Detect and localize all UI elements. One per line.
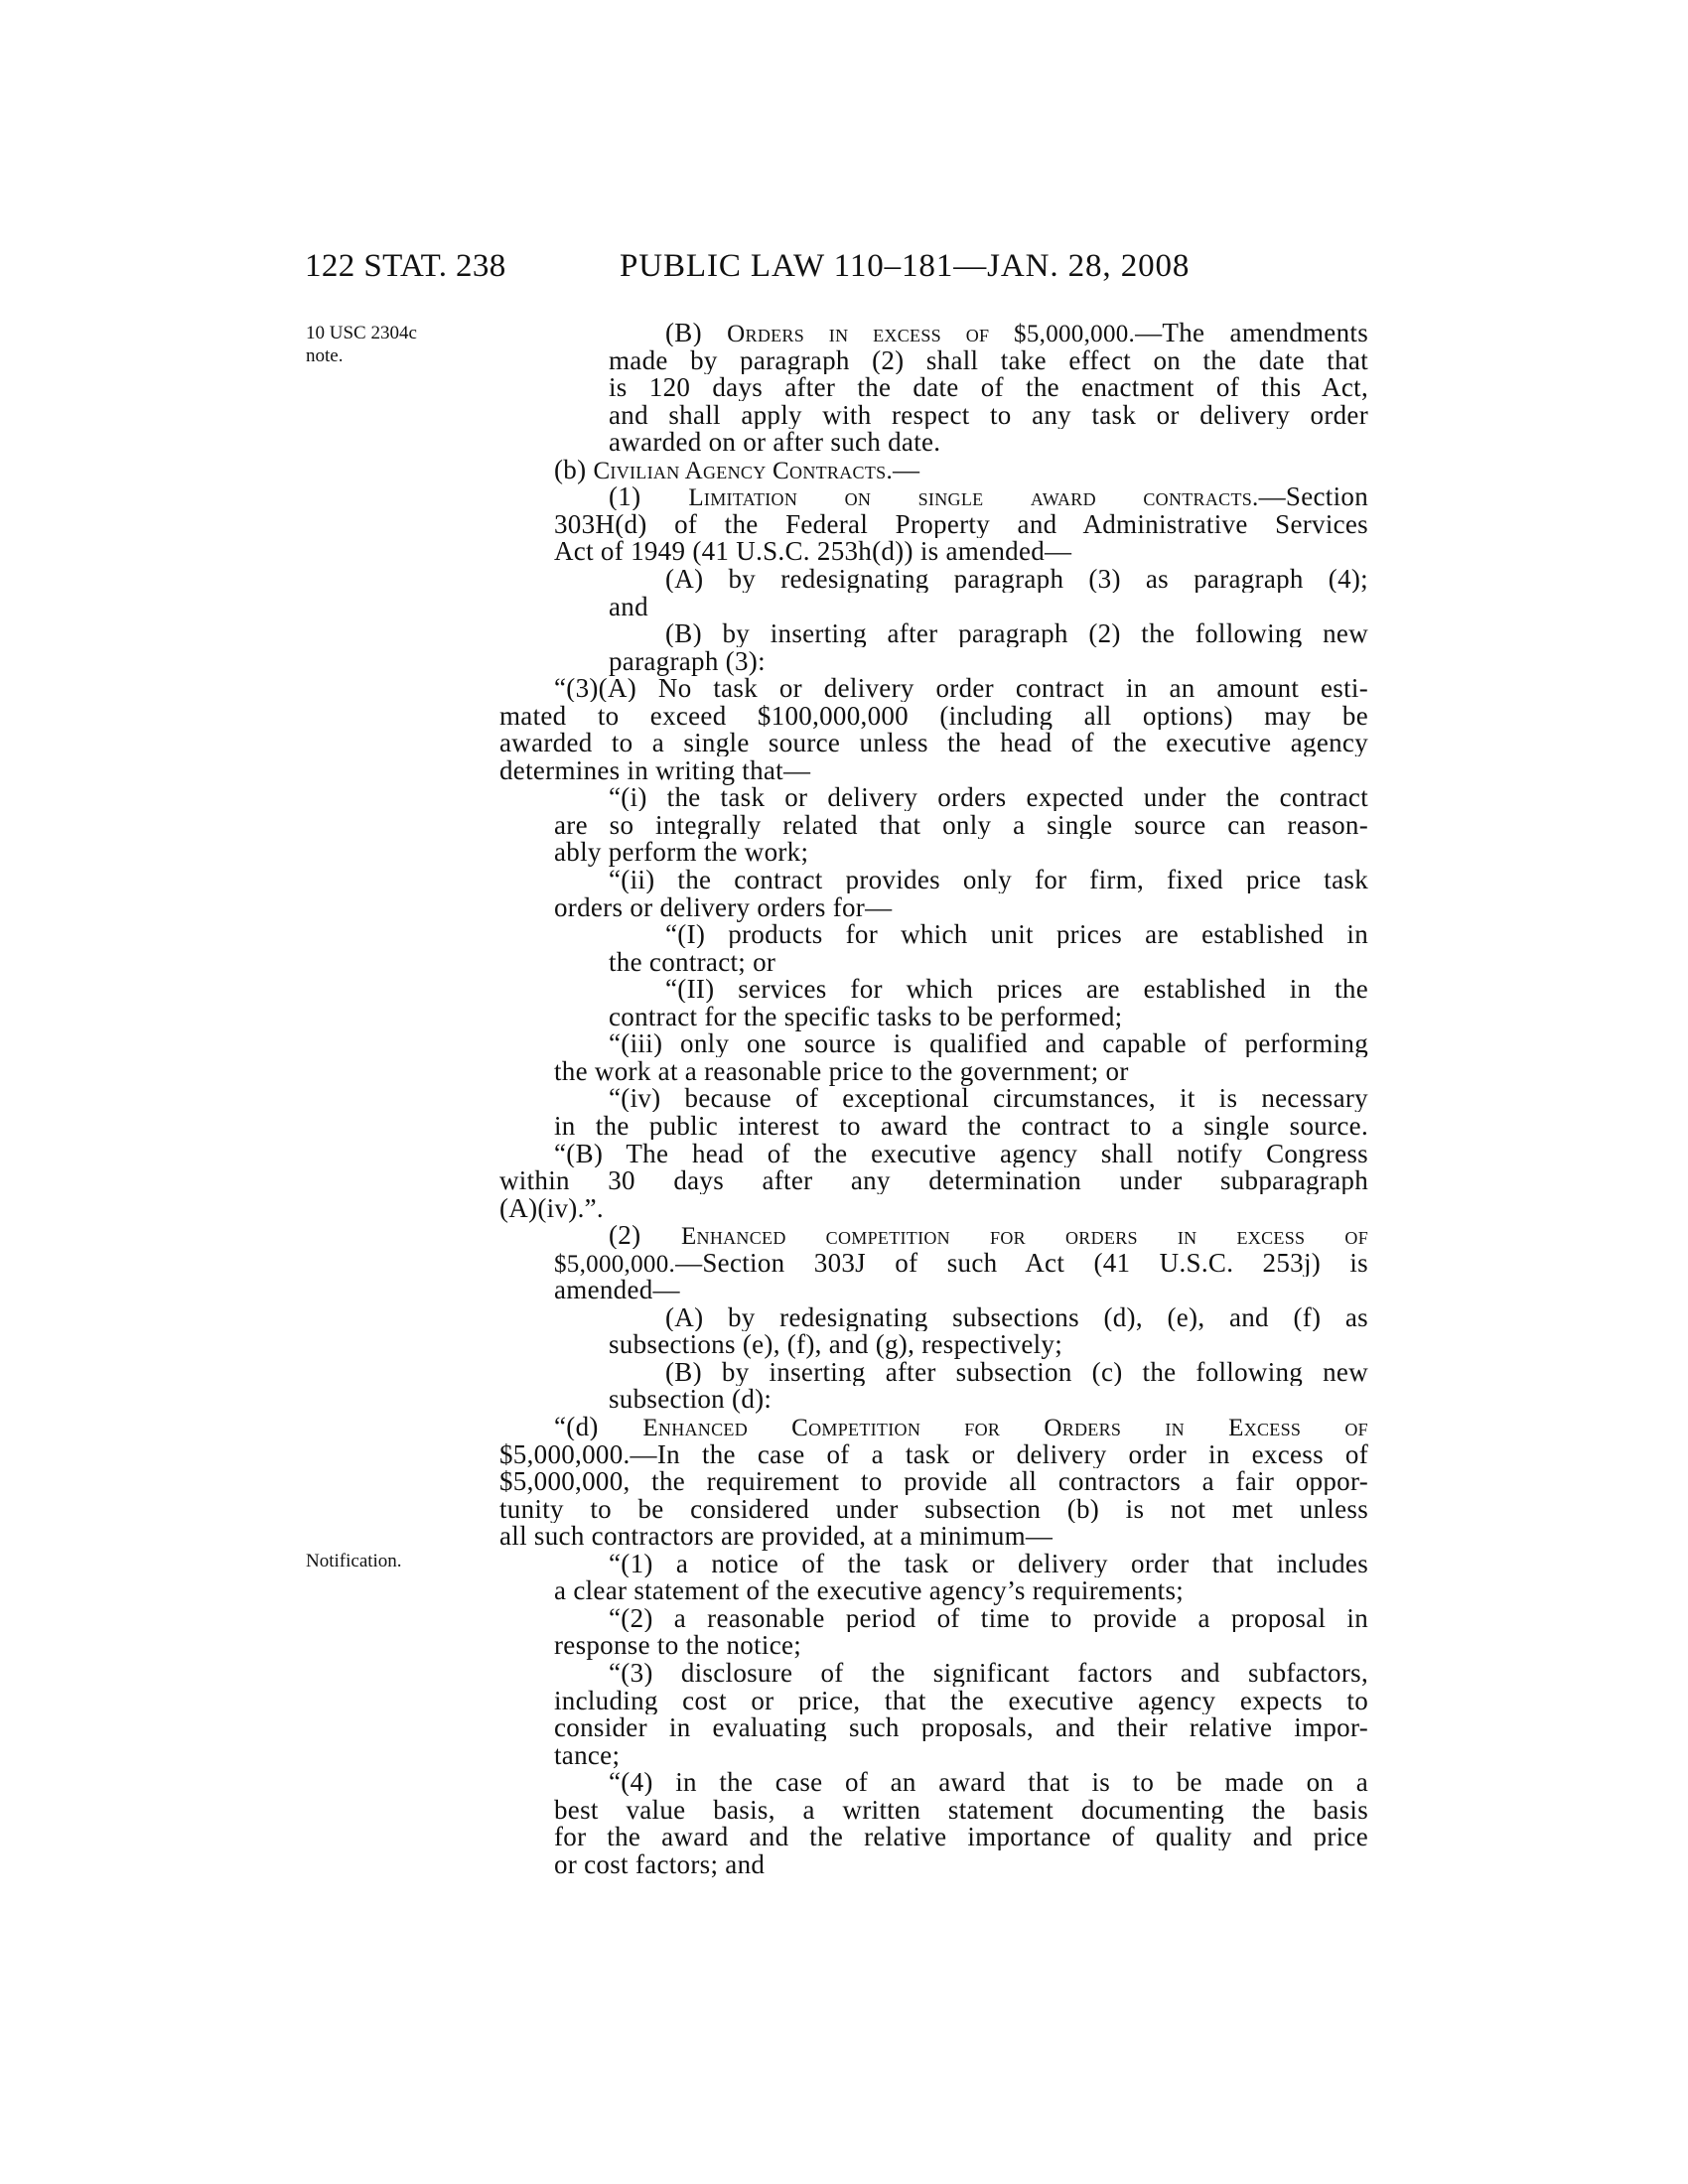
text-segment: awarded to a single source unless the head of the executive agency (499, 729, 1368, 757)
text-line (609, 482, 1368, 510)
text-line (609, 1768, 1368, 1796)
text-line (609, 866, 1368, 893)
text-segment: “(iv) because of exceptional circumstances, it is necessary (609, 1084, 1368, 1113)
text-segment: or cost factors; and (554, 1848, 766, 1879)
text-line (554, 1741, 1368, 1769)
page-stat-citation: 122 STAT. 238 (305, 248, 506, 284)
text-segment: subsections (e), (f), and (g), respectively; (609, 1329, 1063, 1360)
text-segment: (A) by redesignating paragraph (3) as paragraph (4); (665, 564, 1368, 593)
text-segment: subsection (d): (609, 1384, 773, 1415)
text-segment: amended— (554, 1275, 680, 1305)
text-line (554, 1850, 1368, 1878)
text-segment: including cost or price, that the executive agency expects to (554, 1686, 1368, 1714)
text-line (609, 1659, 1368, 1687)
text-segment: contract for the specific tasks to be performed; (609, 1001, 1123, 1031)
text-line (609, 428, 1368, 456)
text-segment: —Section (1258, 482, 1368, 511)
text-line (499, 1467, 1368, 1495)
text-segment: “(1) a notice of the task or delivery order that includes (609, 1549, 1368, 1577)
text-segment: Act of 1949 (41 U.S.C. 253h(d)) is amended— (554, 536, 1072, 567)
text-segment: made by paragraph (2) shall take effect on the date that (609, 345, 1368, 374)
text-segment: is 120 days after the date of the enactment of this Act, (609, 373, 1368, 402)
text-line (554, 1413, 1368, 1440)
text-line (499, 756, 1368, 784)
text-segment: consider in evaluating such proposals, and their relative impor- (554, 1713, 1368, 1742)
text-segment: (2) (609, 1221, 681, 1250)
running-header-title: PUBLIC LAW 110–181—JAN. 28, 2008 (620, 248, 1191, 284)
text-segment: “(II) services for which prices are established in the (665, 975, 1368, 1004)
text-segment: (b) (554, 454, 594, 484)
text-line (609, 346, 1368, 374)
text-segment: all such contractors are provided, at a minimum— (499, 1521, 1054, 1552)
text-line (665, 1358, 1368, 1386)
text-line (554, 838, 1368, 866)
text-line (499, 1522, 1368, 1550)
text-line (554, 456, 1368, 483)
text-line (665, 319, 1368, 346)
text-line (554, 510, 1368, 538)
small-caps-heading: Civilian Agency Contracts. (593, 457, 893, 484)
text-segment: paragraph (3): (609, 645, 766, 676)
text-line (665, 975, 1368, 1003)
text-segment: the contract; or (609, 946, 776, 977)
text-segment: (1) (609, 482, 689, 511)
text-line (499, 729, 1368, 756)
text-segment: “(ii) the contract provides only for firm, fixed price task (609, 866, 1368, 893)
text-segment: $5,000,000.—In the case of a task or delivery order in excess of (499, 1439, 1368, 1468)
text-segment: — (893, 454, 920, 484)
text-line (499, 1440, 1368, 1468)
text-line (609, 1604, 1368, 1632)
text-segment: “(2) a reasonable period of time to provide a proposal in (609, 1603, 1368, 1632)
text-segment: “(3)(A) No task or delivery order contract in an amount esti- (554, 674, 1368, 703)
text-segment: “(iii) only one source is qualified and capable of performing (609, 1029, 1368, 1058)
text-line (554, 1631, 1368, 1659)
text-line (554, 1276, 1368, 1303)
text-segment: response to the notice; (554, 1630, 802, 1661)
text-line (665, 1303, 1368, 1331)
text-line (609, 1550, 1368, 1577)
text-segment: mated to exceed $100,000,000 (including all options) may be (499, 701, 1368, 730)
text-line (609, 647, 1368, 675)
text-segment: in the public interest to award the contract to a single source. (554, 1111, 1368, 1140)
text-line (554, 893, 1368, 921)
margin-note-usc: 10 USC 2304c (306, 323, 417, 343)
text-line (609, 401, 1368, 429)
text-line (609, 948, 1368, 976)
text-line (609, 1330, 1368, 1358)
text-segment: “(4) in the case of an award that is to be made on a (609, 1768, 1368, 1797)
text-line (554, 1576, 1368, 1604)
text-segment: tance; (554, 1739, 621, 1770)
text-segment: “(i) the task or delivery orders expected under the contract (609, 783, 1368, 812)
text-line (665, 920, 1368, 948)
text-line (554, 1713, 1368, 1741)
text-segment: —The amendments (1135, 319, 1368, 346)
text-line (554, 1687, 1368, 1714)
small-caps-heading: Enhanced Competition for Orders in Excess of (642, 1415, 1368, 1440)
text-segment: 303H(d) of the Federal Property and Administrative Services (554, 509, 1368, 538)
text-line (609, 1029, 1368, 1057)
text-line (554, 1140, 1368, 1167)
margin-note-usc-note: note. (306, 345, 344, 366)
text-line (499, 1194, 1368, 1222)
text-segment: the work at a reasonable price to the government; or (554, 1055, 1129, 1086)
text-line (665, 619, 1368, 647)
text-segment: “(d) (554, 1413, 643, 1440)
text-line (609, 1221, 1368, 1249)
text-line (554, 537, 1368, 565)
text-line (609, 783, 1368, 811)
small-caps-heading: $5,000,000. (554, 1250, 676, 1277)
text-segment: (A) by redesignating subsections (d), (e), and (f) as (665, 1302, 1368, 1331)
text-line (499, 1495, 1368, 1523)
text-segment: awarded on or after such date. (609, 427, 941, 458)
small-caps-heading: Orders in excess of $5,000,000. (727, 321, 1136, 346)
text-segment: are so integrally related that only a single source can reason- (554, 810, 1368, 839)
text-segment: “(B) The head of the executive agency shall notify Congress (554, 1139, 1368, 1167)
text-line (609, 373, 1368, 401)
text-segment: tunity to be considered under subsection (b) is not met unless (499, 1494, 1368, 1523)
text-segment: within 30 days after any determination under subparagraph (499, 1166, 1368, 1195)
text-line (554, 1796, 1368, 1824)
text-segment: and shall apply with respect to any task or delivery order (609, 400, 1368, 429)
text-segment: best value basis, a written statement documenting the basis (554, 1795, 1368, 1824)
text-line (609, 1003, 1368, 1030)
text-segment: $5,000,000, the requirement to provide all contractors a fair oppor- (499, 1467, 1368, 1496)
text-segment: —Section 303J of such Act (41 U.S.C. 253j) is (675, 1248, 1368, 1277)
text-line (499, 702, 1368, 730)
small-caps-heading: Limitation on single award contracts. (688, 484, 1259, 511)
text-line (554, 674, 1368, 702)
text-line (554, 1249, 1368, 1277)
text-segment: a clear statement of the executive agency’s requirements; (554, 1575, 1185, 1606)
text-line (554, 1057, 1368, 1085)
text-segment: and (609, 591, 648, 621)
text-line (499, 1166, 1368, 1194)
text-line (554, 1823, 1368, 1850)
text-segment: (B) (665, 319, 728, 346)
text-segment: ably perform the work; (554, 837, 809, 868)
text-segment: (B) by inserting after paragraph (2) the following new (665, 619, 1368, 648)
small-caps-heading: Enhanced competition for orders in excess of (680, 1223, 1368, 1250)
text-line (554, 811, 1368, 839)
text-line (665, 565, 1368, 593)
text-segment: for the award and the relative importance of quality and price (554, 1823, 1368, 1851)
text-line (609, 593, 1368, 620)
text-segment: determines in writing that— (499, 754, 811, 785)
text-segment: (B) by inserting after subsection (c) the following new (665, 1357, 1368, 1386)
text-line (609, 1084, 1368, 1112)
text-segment: “(I) products for which unit prices are established in (665, 920, 1368, 949)
text-segment: (A)(iv).”. (499, 1192, 604, 1223)
margin-note-notification: Notification. (306, 1551, 402, 1571)
text-line (554, 1112, 1368, 1140)
text-line (609, 1385, 1368, 1413)
text-segment: “(3) disclosure of the significant factors and subfactors, (609, 1658, 1368, 1687)
text-segment: orders or delivery orders for— (554, 891, 893, 922)
